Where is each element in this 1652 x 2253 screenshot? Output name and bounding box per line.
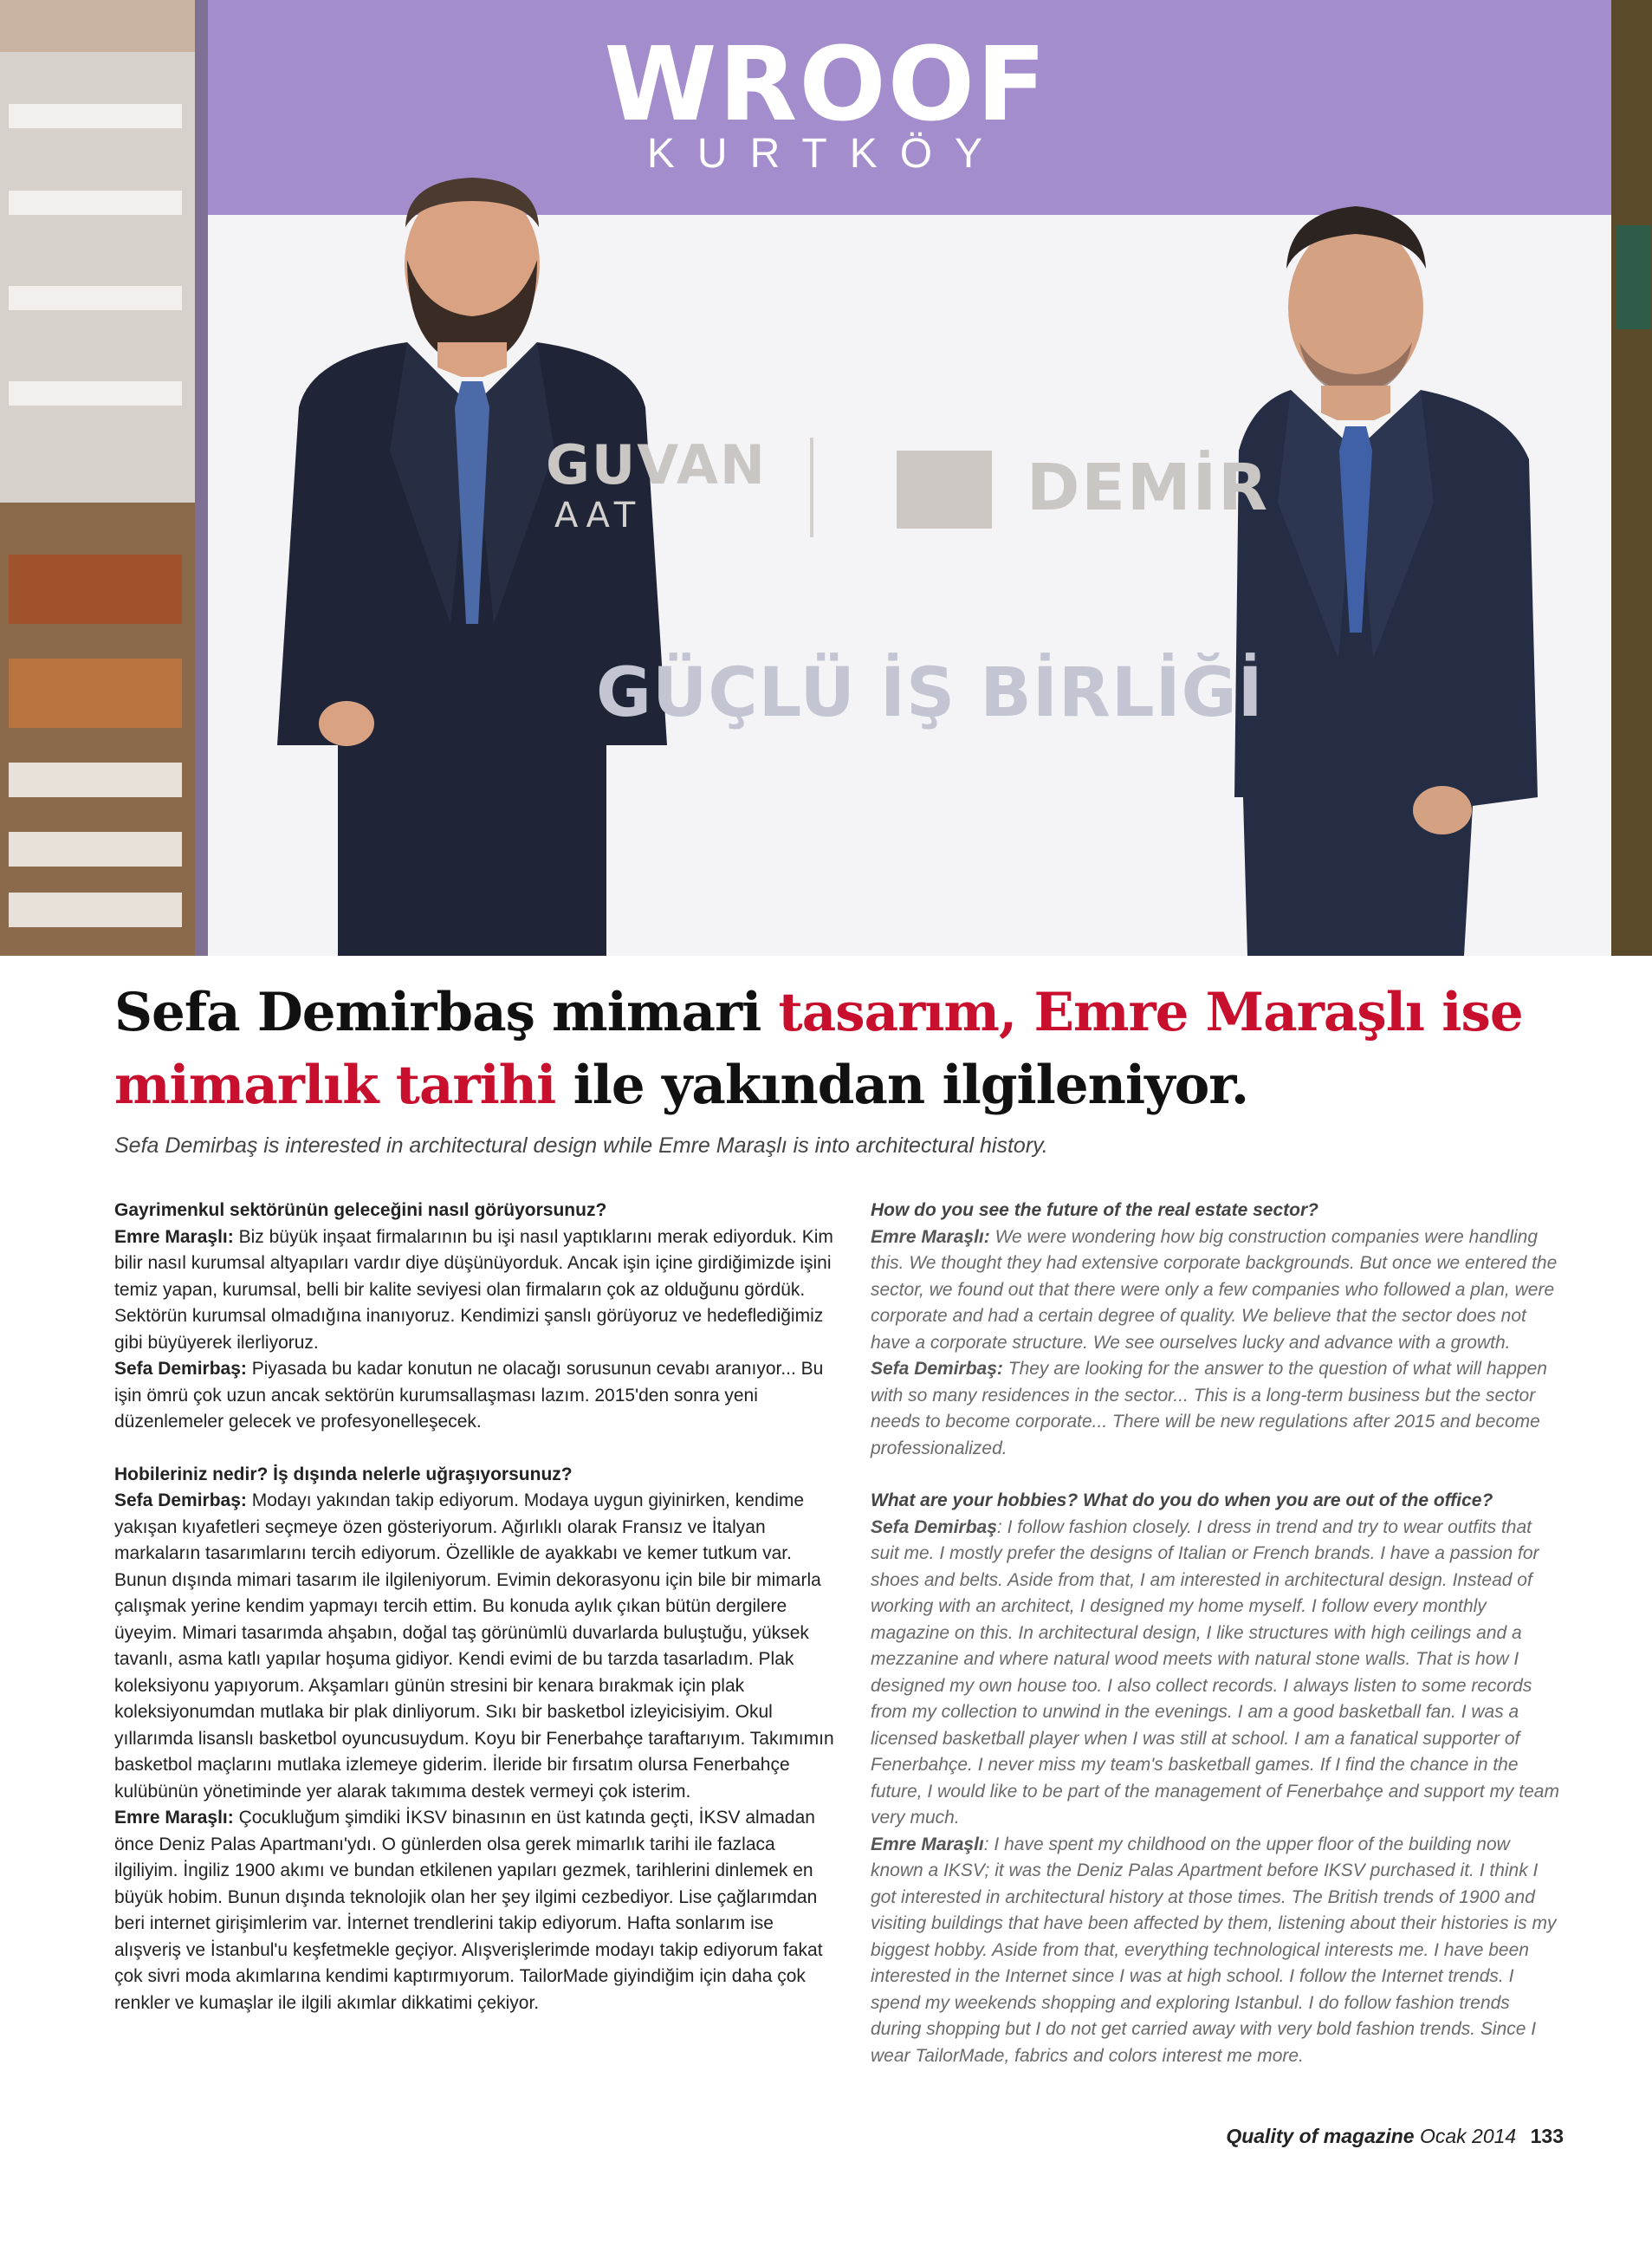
hero-photo (0, 0, 1652, 956)
banner-slogan: GÜÇLÜ İŞ BİRLİĞİ (596, 654, 1264, 732)
issue-date: Ocak 2014 (1419, 2125, 1517, 2147)
headline-part-1: Sefa Demirbaş mimari (114, 982, 761, 1043)
article-subtitle: Sefa Demirbaş is interested in architectural design while Emre Maraşlı is into architectural history. (114, 1133, 1048, 1158)
answer-text: Çocukluğum şimdiki İKSV binasının en üst katında geçti, İKSV almadan önce Deniz Palas Apartmanı'ydı. O günlerden olsa gerek mimarlık tarihi ile fazlaca ilgiliyim. İngiliz 1900 akımı ve bundan etkilenen yapıları gezmek, tarihlerini dinlemek en büyük hobim. Bunun dışında teknolojik olan her şey ilgimi cezbediyor. Lise çağlarımdan beri internet girişimlerim var. İnternet trendlerini takip ediyorum. Hafta sonlarım ise alışveriş ve İstanbul'u keşfetmekle geçiyor. Alışverişlerimde modayı takip ediyorum fakat çok sivri moda akımlarına kendimi kaptırmıyorum. TailorMade giyindiğim için daha çok renkler ve kumaşlar ile ilgili akımlar dikkatimi çekiyor. (114, 1808, 823, 2013)
speaker-name: Sefa Demirbaş: (871, 1359, 1003, 1379)
magazine-name: Quality of magazine (1226, 2125, 1415, 2147)
question-2: What are your hobbies? What do you do when you are out of the office? (871, 1490, 1493, 1510)
answer-text: Modayı yakından takip ediyorum. Modaya uygun giyinirken, kendime yakışan kıyafetleri seçmeye özen gösteriyorum. Ağırlıklı olarak Fransız ve İtalyan markaların tasarımlarını tercih ediyorum. Özellikle de ayakkabı ve kemer tutkum var. Bunun dışında mimari tasarım ile ilgileniyorum. Evimin dekorasyonu için bile bir mimarla çalışmak yerine kendim yapmayı tercih ettim. Bu konuda aylık çıkan bütün dergilere üyeyim. Mimari tasarımda ahşabın, doğal taş görünümlü duvarlarda buluştuğu, yüksek tavanlı, asma katlı yapılar hoşuma gidiyor. Kendi evimi de bu tarzda tasarladım. Plak koleksiyonu yapıyorum. Akşamları günün stresini bir kenara bırakmak için plak koleksiyonumdan mutlaka bir plak dinliyorum. Sıkı bir basketbol izleyicisiyim. Okul yıllarımda lisanslı basketbol oyuncusuydum. Koyu bir Fenerbahçe taraftarıyım. Takımımın basketbol maçlarını mutlaka izlemeye giderim. İleride bir fırsatım olursa Fenerbahçe kulübünün yönetiminde yer alarak takımıma destek vermeyi çok isterim. (114, 1490, 834, 1802)
page-footer (1226, 2125, 1564, 2148)
answer-2 (114, 1356, 842, 1436)
paragraph-gap (114, 1436, 842, 1462)
speaker-name: Emre Maraşlı (871, 1834, 984, 1854)
answer-text: We were wondering how big construction companies were handling this. We thought they had extensive corporate backgrounds. But once we entered the sector, we found out that there were only a few companies who followed a plan, were corporate and had a certain degree of quality. We believe that the sector does not have a corporate structure. We see ourselves lucky and advance with a growth. (871, 1226, 1558, 1353)
headline-part-3: ile yakından ilgileniyor. (573, 1055, 1249, 1116)
answer-1 (871, 1224, 1564, 1357)
speaker-name: Sefa Demirbaş: (114, 1359, 247, 1379)
answer-2 (871, 1356, 1564, 1462)
answer-text: : I have spent my childhood on the upper floor of the building now known a IKSV; it was the Deniz Palas Apartment before IKSV purchased it. I think I got interested in architectural history at those times. The British trends of 1900 and visiting buildings that have been affected by them, listening about their histories is my biggest hobby. Aside from that, everything technological interests me. I have been interested in the Internet since I was at high school. I follow the Internet trends. I spend my weekends shopping and exploring Istanbul. I do follow fashion trends during shopping but I do not get carried away with very bold fashion trends. Since I wear TailorMade, fabrics and colors interest me more. (871, 1834, 1557, 2066)
column-turkish (114, 1198, 842, 2016)
answer-text: Piyasada bu kadar konutun ne olacağı sorusunun cevabı aranıyor... Bu işin ömrü çok uzun ancak sektörün kurumsallaşması lazım. 2015'den sonra yeni düzenlemeler gelecek ve profesyonelleşecek. (114, 1359, 824, 1432)
article-headline (114, 977, 1587, 1122)
answer-1 (114, 1224, 842, 1357)
logo-left: GUVAN (546, 433, 767, 497)
speaker-name: Emre Maraşlı: (871, 1226, 990, 1247)
page-number: 133 (1530, 2125, 1564, 2147)
headline-part-2: tasarım, Emre Maraşlı ise mimarlık tarihi (114, 982, 1523, 1116)
question-1: Gayrimenkul sektörünün geleceğini nasıl görüyorsunuz? (114, 1200, 607, 1220)
column-english (871, 1198, 1564, 2069)
answer-4 (871, 1832, 1564, 2070)
answer-3 (114, 1488, 842, 1805)
answer-3 (871, 1515, 1564, 1832)
brand-title: WROOF (604, 24, 1048, 144)
question-2: Hobileriniz nedir? İş dışında nelerle uğraşıyorsunuz? (114, 1464, 573, 1484)
answer-text: Biz büyük inşaat firmalarının bu işi nasıl yaptıklarını merak ediyorduk. Kim bilir nasıl kurumsal altyapıları vardır diye düşünüyorduk. Ancak işin içine girdiğimizde işini temiz yapan, kurumsal, belli bir kalite seviyesi olan firmaların çok az olduğunu gördük. Sektörün kurumsal olmadığına inanıyoruz. Kendimizi şanslı görüyoruz ve hedeflediğimiz gibi büyüyerek ilerliyoruz. (114, 1226, 833, 1353)
paragraph-gap (871, 1462, 1564, 1488)
speaker-name: Sefa Demirbaş (871, 1516, 997, 1537)
speaker-name: Emre Maraşlı: (114, 1226, 234, 1247)
answer-text: They are looking for the answer to the question of what will happen with so many residences in the sector... This is a long-term business but the sector needs to become corporate... There will be new regulations after 2015 and become professionalized. (871, 1359, 1547, 1458)
speaker-name: Emre Maraşlı: (114, 1808, 234, 1828)
answer-text: : I follow fashion closely. I dress in trend and try to wear outfits that suit me. I mostly prefer the designs of Italian or French brands. I have a passion for shoes and belts. Aside from that, I am interested in architectural design. Instead of working with an architect, I designed my home myself. I follow every monthly magazine on this. In architectural design, I like structures with high ceilings and a mezzanine and where natural wood meets with natural stone walls. That is how I designed my own house too. I also collect records. I always listen to some records from my collection to unwind in the evenings. I am a good basketball fan. I was a licensed basketball player when I was still at school. I am a fanatical supporter of Fenerbahçe. I never miss my team's basketball games. If I find the chance in the future, I would like to be part of the management of Fenerbahçe and support my team very much. (871, 1516, 1559, 1828)
speaker-name: Sefa Demirbaş: (114, 1490, 247, 1510)
logo-left-sub: AAT (554, 496, 643, 536)
brand-subtitle: KURTKÖY (646, 131, 1006, 177)
logo-right: DEMİR (1027, 451, 1270, 525)
question-1: How do you see the future of the real estate sector? (871, 1200, 1318, 1220)
answer-4 (114, 1805, 842, 2016)
